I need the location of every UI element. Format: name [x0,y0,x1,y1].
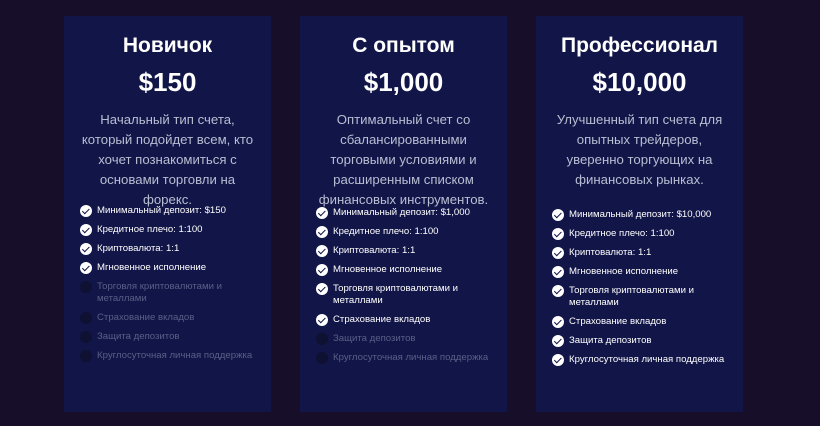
plan-card-experienced [300,16,507,412]
feature-label: Страхование вкладов [333,314,431,325]
check-circle-icon [316,245,328,257]
feature-item [80,331,261,343]
feature-item [80,281,261,305]
feature-label: Защита депозитов [333,333,416,344]
feature-item [80,350,261,362]
plan-description: Начальный тип счета, который подойдет всем, кто хочет познакомиться с основами торговли на форекс. [81,112,254,207]
check-circle-icon [552,209,564,221]
empty-circle-icon [80,281,92,293]
feature-item [316,283,497,307]
check-circle-icon [552,354,564,366]
feature-label: Торговля криптовалютами и металлами [97,281,222,304]
feature-list [552,209,733,373]
plan-description: Улучшенный тип счета для опытных трейдеров, уверенно торгующих на финансовых рынках. [556,112,723,187]
feature-item [552,316,733,328]
check-circle-icon [316,314,328,326]
feature-item [316,333,497,345]
feature-item [80,205,261,217]
feature-label: Защита депозитов [569,335,652,346]
feature-item [552,335,733,347]
feature-item [316,245,497,257]
check-circle-icon [552,228,564,240]
feature-label: Минимальный депозит: $150 [97,205,226,216]
feature-label: Криптовалюта: 1:1 [333,245,416,256]
feature-label: Торговля криптовалютами и металлами [569,285,694,308]
feature-label: Кредитное плечо: 1:100 [97,224,203,235]
check-circle-icon [552,316,564,328]
check-circle-icon [552,266,564,278]
feature-item [80,262,261,274]
check-circle-icon [552,247,564,259]
feature-item [316,314,497,326]
feature-label: Круглосуточная личная поддержка [97,350,253,361]
check-circle-icon [552,335,564,347]
plan-card-professional [536,16,743,412]
feature-label: Круглосуточная личная поддержка [333,352,489,363]
plan-price: $150 [138,67,197,97]
empty-circle-icon [316,352,328,364]
check-circle-icon [552,285,564,297]
check-circle-icon [316,207,328,219]
plan-title: С опытом [352,34,455,57]
feature-label: Минимальный депозит: $1,000 [333,207,470,218]
feature-list [80,205,261,369]
check-circle-icon [80,205,92,217]
check-circle-icon [316,226,328,238]
feature-label: Круглосуточная личная поддержка [569,354,725,365]
empty-circle-icon [316,333,328,345]
feature-item [552,354,733,366]
check-circle-icon [316,283,328,295]
feature-item [552,228,733,240]
feature-label: Мгновенное исполнение [569,266,679,277]
plan-price: $1,000 [363,67,444,97]
empty-circle-icon [80,312,92,324]
feature-label: Криптовалюта: 1:1 [97,243,180,254]
feature-item [80,224,261,236]
feature-item [80,243,261,255]
plan-card-beginner [64,16,271,412]
check-circle-icon [80,224,92,236]
check-circle-icon [80,262,92,274]
feature-label: Кредитное плечо: 1:100 [569,228,675,239]
feature-label: Мгновенное исполнение [97,262,207,273]
feature-label: Криптовалюта: 1:1 [569,247,652,258]
feature-item [316,226,497,238]
empty-circle-icon [80,350,92,362]
check-circle-icon [80,243,92,255]
feature-label: Торговля криптовалютами и металлами [333,283,458,306]
feature-label: Кредитное плечо: 1:100 [333,226,439,237]
feature-item [80,312,261,324]
plan-title: Новичок [122,34,213,57]
feature-item [316,207,497,219]
feature-item [552,266,733,278]
plan-price: $10,000 [592,67,687,97]
feature-label: Страхование вкладов [569,316,667,327]
feature-item [552,209,733,221]
feature-label: Защита депозитов [97,331,180,342]
feature-item [316,264,497,276]
feature-label: Страхование вкладов [97,312,195,323]
feature-item [552,247,733,259]
empty-circle-icon [80,331,92,343]
feature-list [316,207,497,371]
feature-item [316,352,497,364]
plan-title: Профессионал [560,34,719,57]
feature-item [552,285,733,309]
plan-description: Оптимальный счет со сбалансированными торговыми условиями и расширенным списком финансовых инструментов. [318,112,489,207]
check-circle-icon [316,264,328,276]
feature-label: Мгновенное исполнение [333,264,443,275]
feature-label: Минимальный депозит: $10,000 [569,209,712,220]
